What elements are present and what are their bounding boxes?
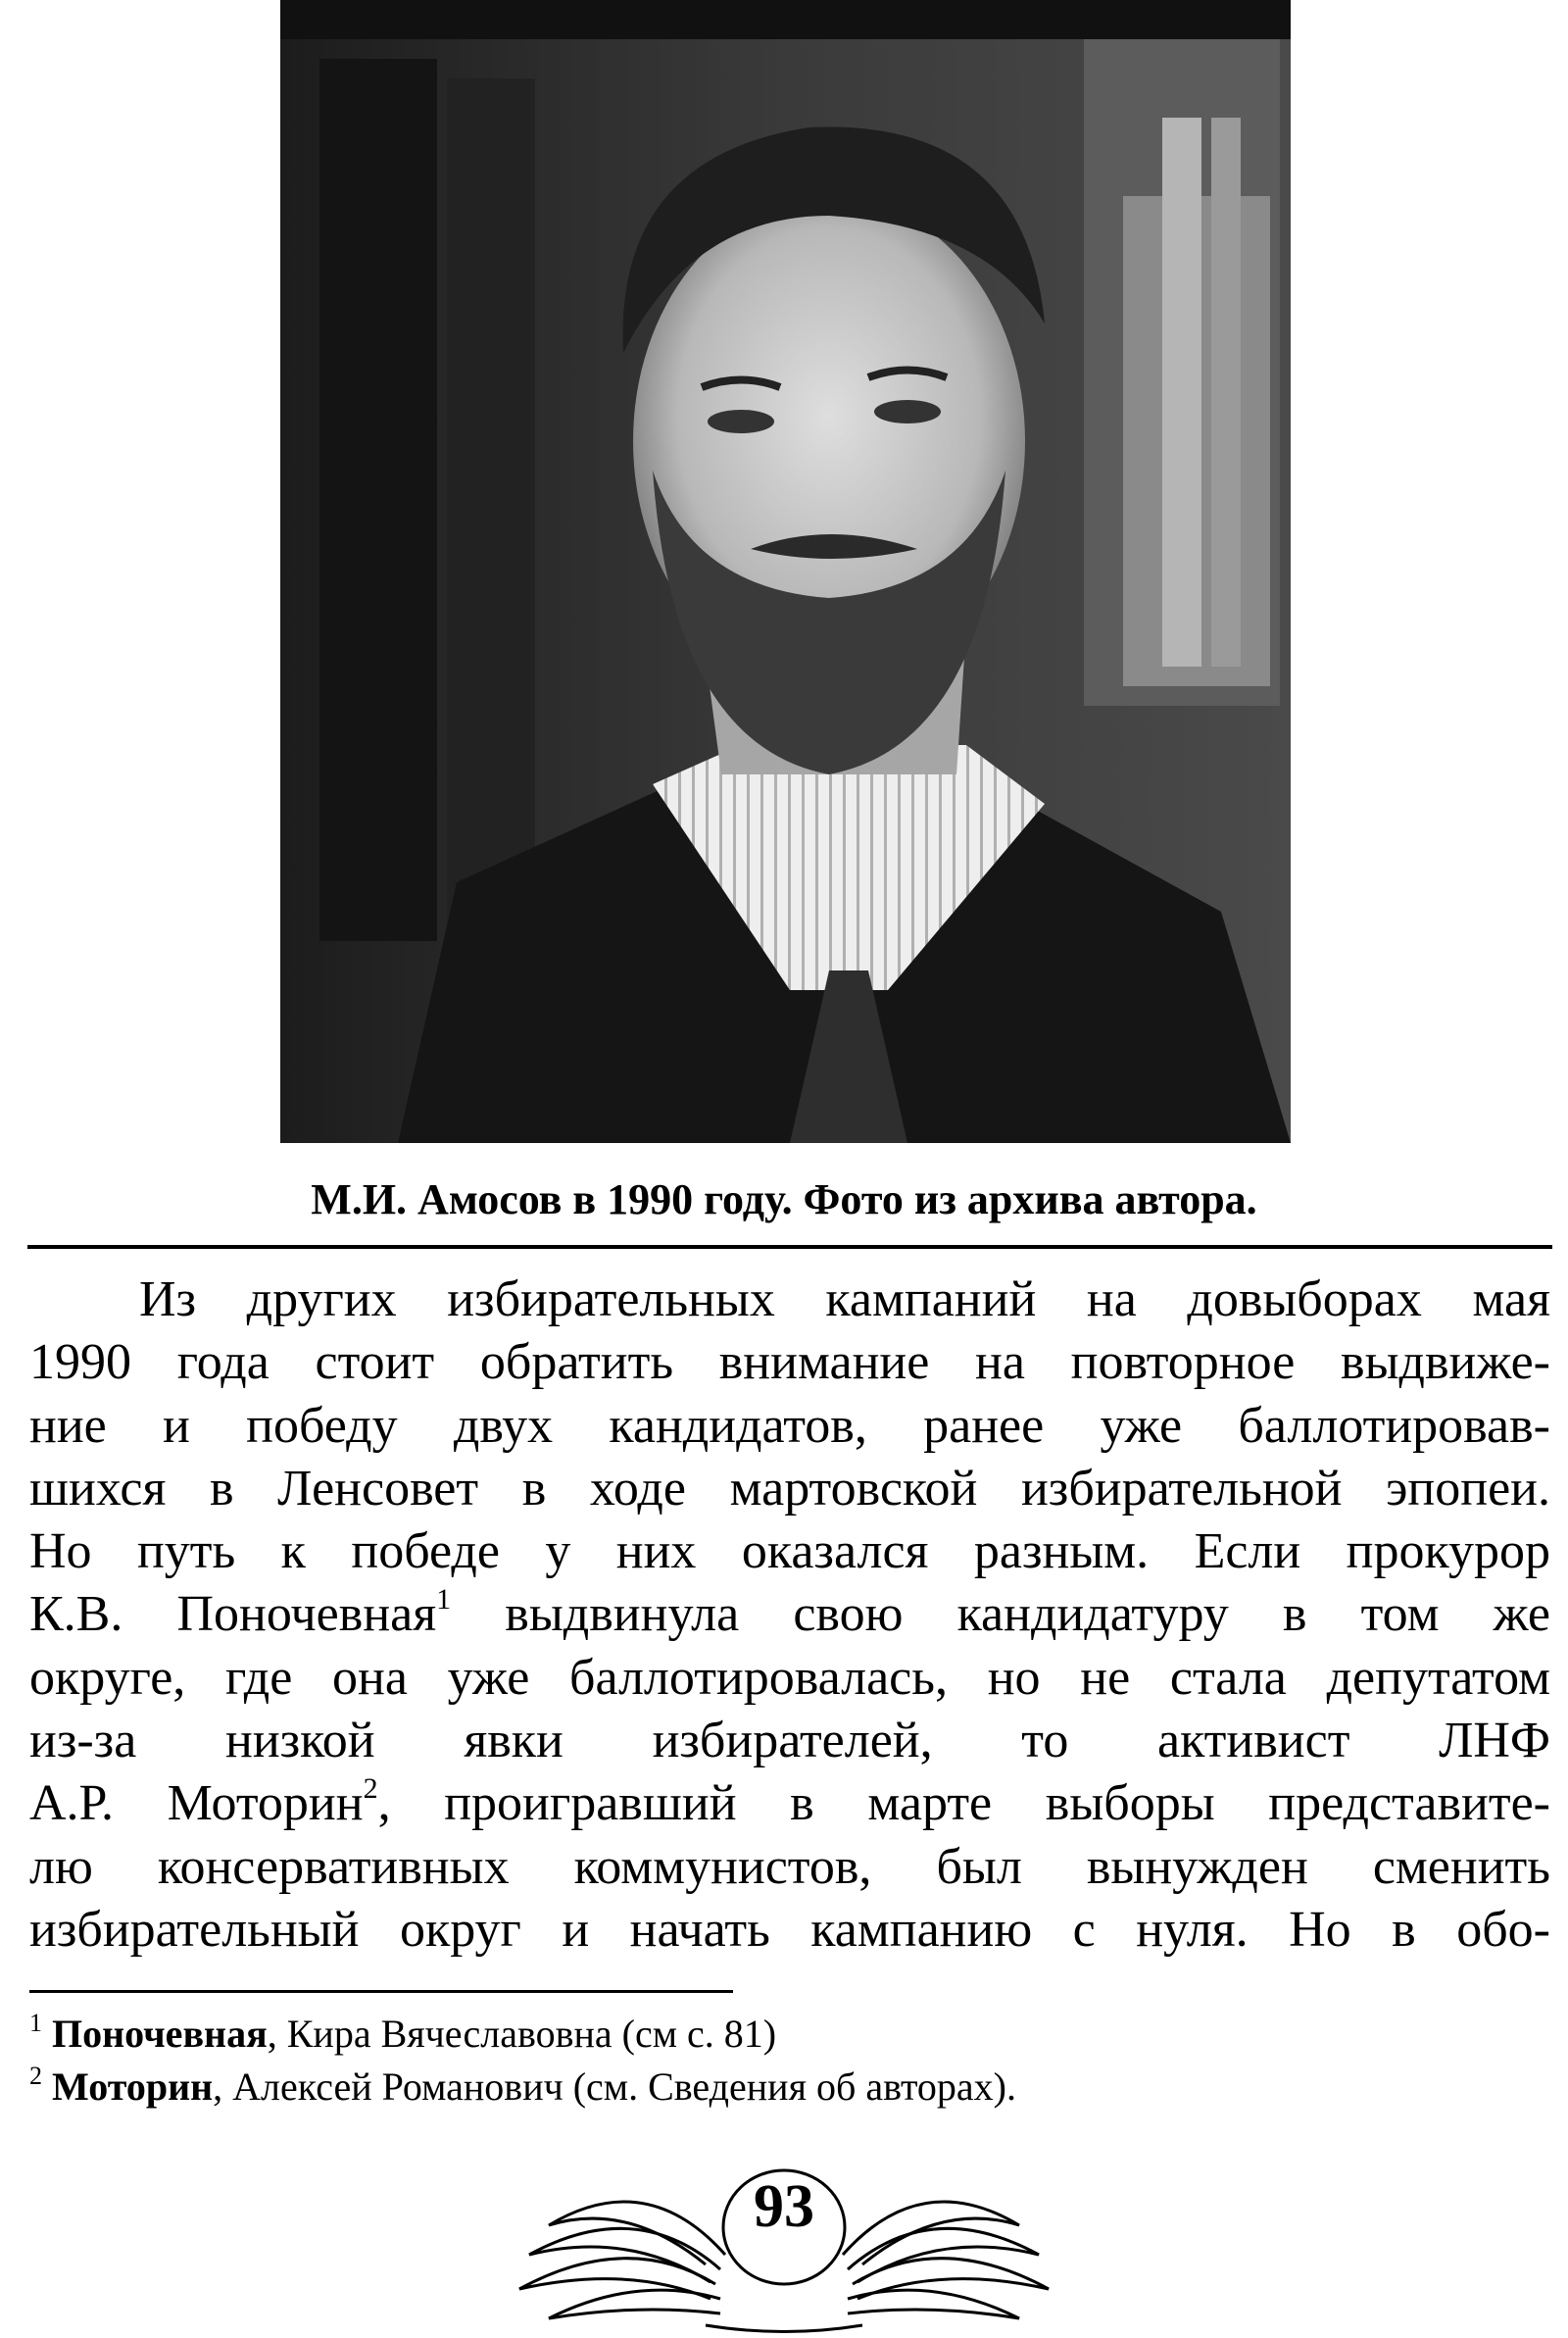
text-line [29, 1583, 1550, 1646]
text-line: из-за низкой явки избирателей, то активист ЛНФ [29, 1713, 1550, 1769]
footnote-divider [29, 1990, 733, 1993]
portrait-illustration [280, 0, 1291, 1143]
footnote-item [29, 2061, 1499, 2114]
footnote-item [29, 2008, 1499, 2061]
text-fragment: , проигравший в марте выборы представите- [377, 1775, 1550, 1832]
text-line: лю консервативных коммунистов, был вынужден сменить [29, 1838, 1550, 1895]
portrait-photo [280, 0, 1291, 1143]
text-fragment: А.Р. Моторин [29, 1775, 364, 1832]
text-line [29, 1772, 1550, 1835]
text-line: Но путь к победе у них оказался разным. Если прокурор [29, 1523, 1550, 1580]
footnote-mark: 1 [29, 2009, 42, 2037]
footnote-name: Поночевная [52, 2012, 268, 2056]
text-fragment: выдвинула свою кандидатуру в том же [451, 1586, 1551, 1643]
footnote-text: , Алексей Романович (см. Сведения об авторах). [213, 2064, 1016, 2109]
text-line: 1990 года стоит обратить внимание на повторное выдвиже- [29, 1334, 1550, 1391]
text-fragment: К.В. Поночевная [29, 1586, 437, 1643]
footnote-ref: 1 [436, 1583, 452, 1617]
footnote-ref: 2 [363, 1772, 378, 1806]
text-line: ние и победу двух кандидатов, ранее уже баллотировав- [29, 1397, 1550, 1454]
body-paragraph [29, 1268, 1550, 1962]
photo-caption: М.И. Амосов в 1990 году. Фото из архива автора. [311, 1175, 1257, 1223]
page-number: 93 [754, 2173, 814, 2240]
text-line: избирательный округ и начать кампанию с нуля. Но в обо- [29, 1901, 1550, 1958]
footnotes [29, 2008, 1499, 2114]
text-line: округе, где она уже баллотировалась, но не стала депутатом [29, 1649, 1550, 1706]
text-line: Из других избирательных кампаний на довыборах мая [139, 1271, 1550, 1327]
footnote-mark: 2 [29, 2062, 42, 2090]
caption-divider [27, 1245, 1552, 1249]
footnote-text: , Кира Вячеславовна (см с. 81) [267, 2012, 777, 2056]
text-line: шихся в Ленсовет в ходе мартовской избирательной эпопеи. [29, 1460, 1550, 1517]
footnote-name: Моторин [52, 2064, 214, 2109]
